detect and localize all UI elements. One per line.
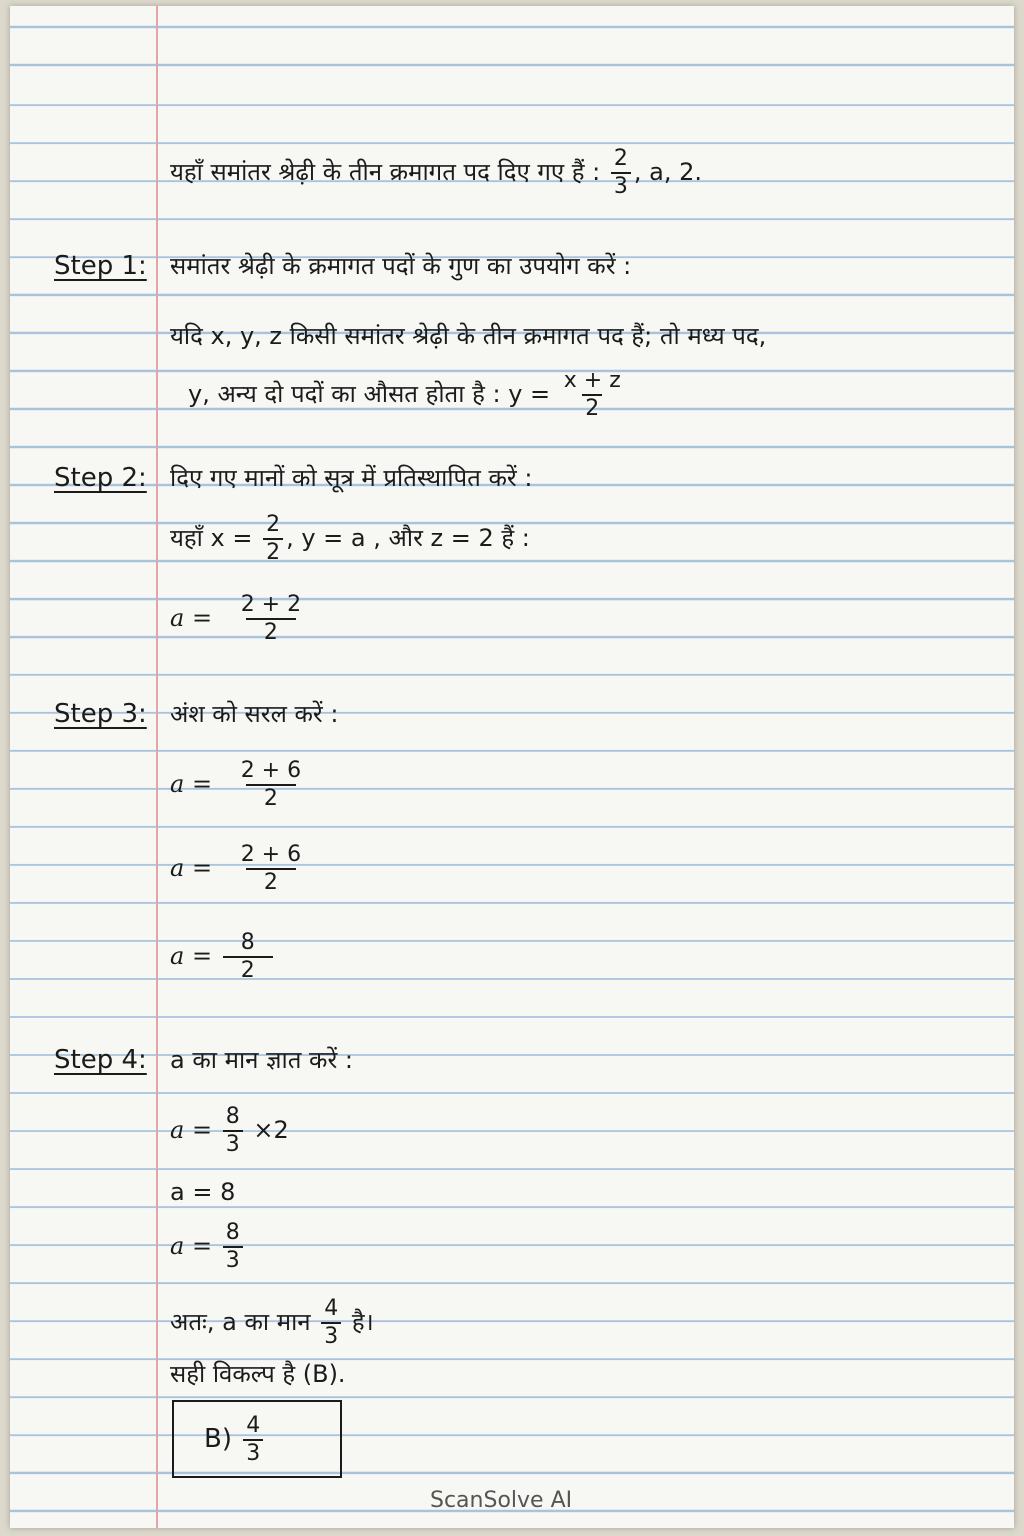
step2-heading: दिए गए मानों को सूत्र में प्रतिस्थापित करें : xyxy=(170,464,533,492)
step3-equation-3: a = $\frac{8}{2}$ xyxy=(170,930,276,984)
correct-option-line: सही विकल्प है (B). xyxy=(170,1360,346,1388)
step2-equation: a = $\frac{2 + 2}{2}$ xyxy=(170,592,322,646)
answer-fraction: $\frac{4}{3}$ xyxy=(243,1413,263,1467)
intro-tail: , a, 2. xyxy=(633,158,703,186)
x-value-fraction: $\frac{2}{2}$ xyxy=(263,512,283,566)
step4-equation-1: a = $\frac{8}{3}$ ×2 xyxy=(170,1104,289,1157)
step2-label: Step 2: xyxy=(54,463,147,493)
intro-line xyxy=(170,146,702,200)
step3-equation-1: a = $\frac{2 + 6}{2}$ xyxy=(170,758,302,811)
intro-fraction: $\frac{2}{3}$ xyxy=(611,146,631,200)
step4-equation-2: a = 8 xyxy=(170,1178,236,1206)
watermark: ScanSolve AI xyxy=(430,1488,573,1513)
step1-label: Step 1: xyxy=(54,251,147,281)
step3-heading: अंश को सरल करें : xyxy=(170,700,339,728)
step1-heading: समांतर श्रेढ़ी के क्रमागत पदों के गुण का उपयोग करें : xyxy=(170,252,632,280)
conclusion-line: अतः, a का मान $\frac{4}{3}$ है। xyxy=(170,1296,374,1349)
margin-line xyxy=(156,6,158,1528)
mean-formula-fraction: $\frac{x + z}{2}$ xyxy=(563,368,621,421)
step4-label: Step 4: xyxy=(54,1045,147,1075)
answer-option-label: B) xyxy=(204,1424,232,1454)
step2-fraction: $\frac{2 + 2}{2}$ xyxy=(240,592,302,645)
final-answer-box xyxy=(172,1400,342,1478)
notebook-page xyxy=(10,6,1014,1528)
step2-line1: यहाँ x = $\frac{2}{2}$ , y = a , और z = 2 हैं : xyxy=(170,512,530,565)
step1-line2: y, अन्य दो पदों का औसत होता है : y = $\frac{x + z}{2}$ xyxy=(188,368,627,422)
intro-text: यहाँ समांतर श्रेढ़ी के तीन क्रमागत पद दिए गए हैं : xyxy=(170,158,601,186)
step4-equation-3: a = $\frac{8}{3}$ xyxy=(170,1220,246,1274)
step4-heading: a का मान ज्ञात करें : xyxy=(170,1046,354,1074)
step1-line1: यदि x, y, z किसी समांतर श्रेढ़ी के तीन क्रमागत पद हैं; तो मध्य पद, xyxy=(170,322,767,350)
step3-equation-2: a = $\frac{2 + 6}{2}$ xyxy=(170,842,302,895)
step3-label: Step 3: xyxy=(54,699,147,729)
